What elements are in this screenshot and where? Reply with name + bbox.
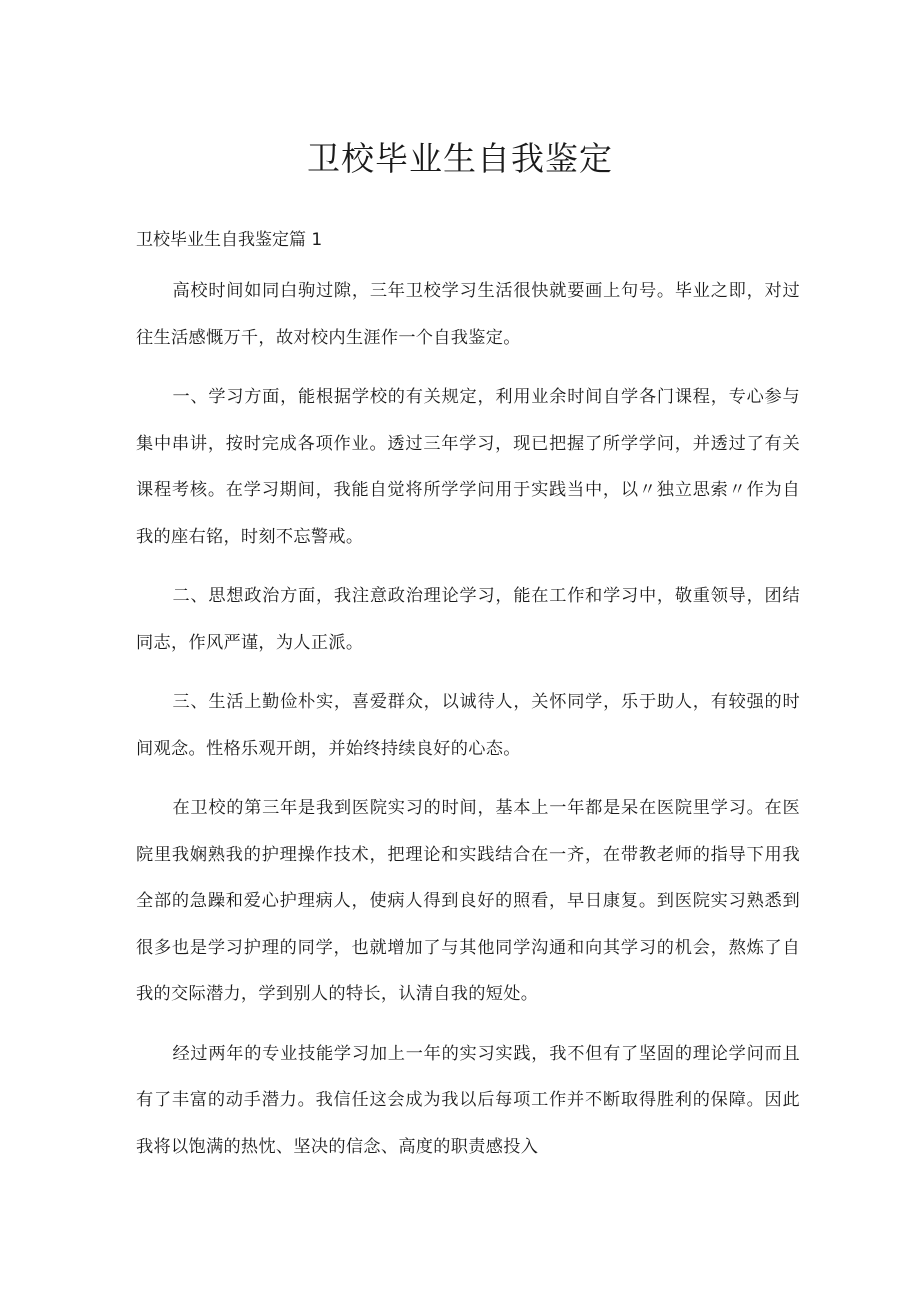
section-heading: 卫校毕业生自我鉴定篇 1	[136, 230, 323, 250]
document-title: 卫校毕业生自我鉴定	[307, 139, 613, 178]
document-body	[136, 224, 800, 1183]
paragraph-life: 三、生活上勤俭朴实，喜爱群众，以诚待人，关怀同学，乐于助人，有较强的时间观念。性格乐观开朗，并始终持续良好的心态。	[136, 692, 800, 759]
paragraph-internship: 在卫校的第三年是我到医院实习的时间，基本上一年都是呆在医院里学习。在医院里我娴熟我的护理操作技术，把理论和实践结合在一齐，在带教老师的指导下用我全部的急躁和爱心护理病人，使病人得到良好的照看，早日康复。到医院实习熟悉到很多也是学习护理的同学，也就增加了与其他同学沟通和向其学习的机会，熬炼了自我的交际潜力，学到别人的特长，认清自我的短处。	[136, 798, 800, 1004]
paragraph-politics: 二、思想政治方面，我注意政治理论学习，能在工作和学习中，敬重领导，团结同志，作风严谨，为人正派。	[136, 586, 800, 653]
paragraph-conclusion: 经过两年的专业技能学习加上一年的实习实践，我不但有了坚固的理论学问而且有了丰富的动手潜力。我信任这会成为我以后每项工作并不断取得胜利的保障。因此我将以饱满的热忱、坚决的信念、高度的职责感投入	[136, 1043, 800, 1157]
paragraph-study: 一、学习方面，能根据学校的有关规定，利用业余时间自学各门课程，专心参与集中串讲，按时完成各项作业。透过三年学习，现已把握了所学学问，并透过了有关课程考核。在学习期间，我能自觉将所学学问用于实践当中，以〃独立思索〃作为自我的座右铭，时刻不忘警戒。	[136, 387, 800, 547]
paragraph-intro: 高校时间如同白驹过隙，三年卫校学习生活很快就要画上句号。毕业之即，对过往生活感慨万千，故对校内生涯作一个自我鉴定。	[136, 281, 800, 348]
